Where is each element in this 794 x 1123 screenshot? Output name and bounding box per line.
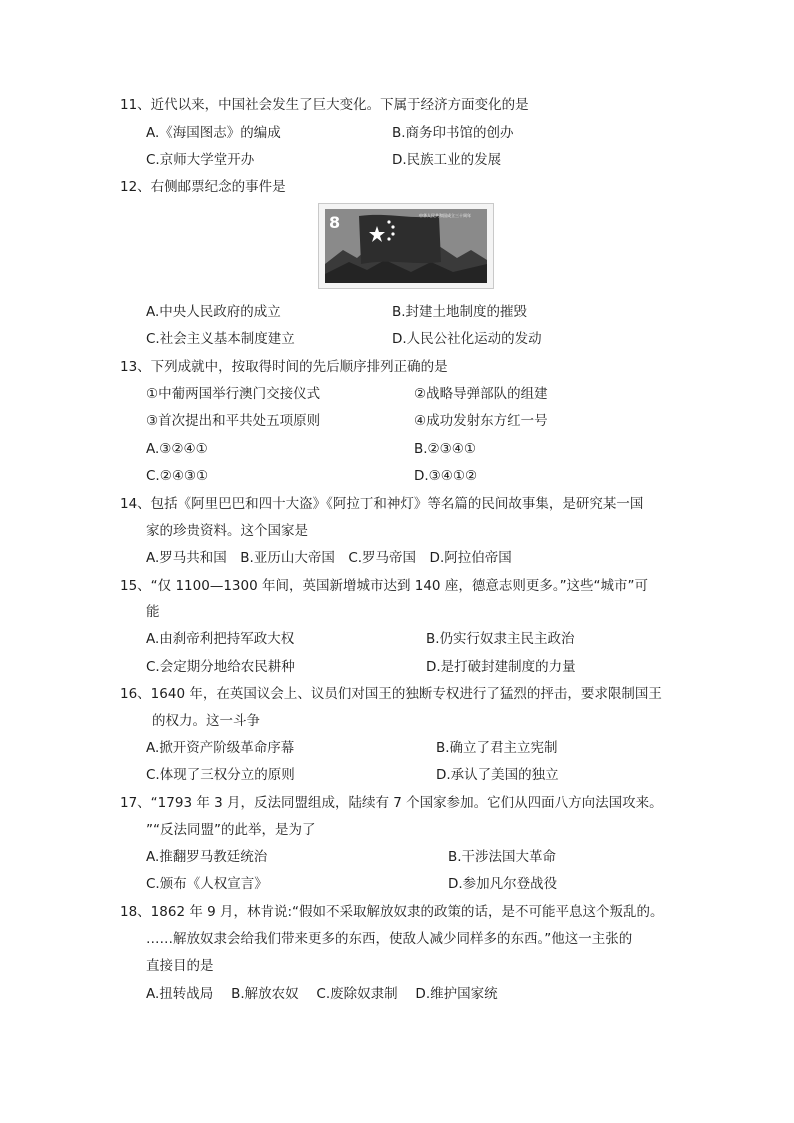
q15-option-c: C.会定期分地给农民耕种: [146, 659, 295, 675]
q16-option-b: B.确立了君主立宪制: [436, 740, 558, 756]
q18-stem-line3: 直接目的是: [146, 958, 214, 974]
q12-stem: 12、右侧邮票纪念的事件是: [120, 179, 286, 195]
q17-option-a: A.推翻罗马教廷统治: [146, 849, 268, 865]
stamp-image: [318, 203, 494, 289]
q15-stem-line1: 15、“仅 1100—1300 年间，英国新增城市达到 140 座，德意志则更多。”这些“城市”可: [120, 578, 649, 594]
q18-stem-line1: 18、1862 年 9 月，林肯说:“假如不采取解放奴隶的政策的话，是不可能平息这个叛乱的。: [120, 904, 664, 920]
q13-option-a: A.③②④①: [146, 441, 208, 457]
q11-option-b: B.商务印书馆的创办: [392, 125, 514, 141]
q13-item-3: ③首次提出和平共处五项原则: [146, 413, 321, 429]
q15-option-b: B.仍实行奴隶主民主政治: [426, 631, 575, 647]
q11-option-c: C.京师大学堂开办: [146, 152, 255, 168]
q13-option-c: C.②④③①: [146, 468, 209, 484]
q11-option-d: D.民族工业的发展: [392, 152, 502, 168]
q15-option-a: A.由刹帝利把持军政大权: [146, 631, 295, 647]
q14-options: A.罗马共和国 B.亚历山大帝国 C.罗马帝国 D.阿拉伯帝国: [146, 550, 512, 566]
q13-item-2: ②战略导弹部队的组建: [414, 386, 548, 402]
q12-option-b: B.封建土地制度的摧毁: [392, 304, 528, 320]
q13-option-b: B.②③④①: [414, 441, 476, 457]
q11-stem: 11、近代以来，中国社会发生了巨大变化。下属于经济方面变化的是: [120, 97, 529, 113]
q16-option-a: A.掀开资产阶级革命序幕: [146, 740, 295, 756]
q17-stem-line1: 17、“1793 年 3 月，反法同盟组成，陆续有 7 个国家参加。它们从四面八方向法国攻来。: [120, 795, 663, 811]
q16-option-d: D.承认了美国的独立: [436, 767, 559, 783]
q17-stem-line2: ”“反法同盟”的此举，是为了: [146, 822, 316, 838]
q11-option-a: A.《海国图志》的编成: [146, 125, 281, 141]
q15-option-d: D.是打破封建制度的力量: [426, 659, 576, 675]
q17-option-d: D.参加凡尔登战役: [448, 876, 558, 892]
q16-stem-line2: 的权力。这一斗争: [152, 713, 260, 729]
q12-option-c: C.社会主义基本制度建立: [146, 331, 295, 347]
q14-stem-line2: 家的珍贵资料。这个国家是: [146, 523, 308, 539]
q18-stem-line2: ……解放奴隶会给我们带来更多的东西，使敌人减少同样多的东西。”他这一主张的: [146, 931, 633, 947]
stamp-denomination: 8: [329, 213, 341, 232]
q13-item-4: ④成功发射东方红一号: [414, 413, 548, 429]
q16-option-c: C.体现了三权分立的原则: [146, 767, 295, 783]
q15-stem-line2: 能: [146, 604, 160, 620]
q12-option-a: A.中央人民政府的成立: [146, 304, 281, 320]
q16-stem-line1: 16、1640 年，在英国议会上、议员们对国王的独断专权进行了猛烈的抨击，要求限制国王: [120, 686, 662, 702]
q13-item-1: ①中葡两国举行澳门交接仪式: [146, 386, 321, 402]
stamp-caption: 中华人民共和国成立三十周年: [419, 213, 471, 218]
q17-option-b: B.干涉法国大革命: [448, 849, 557, 865]
q18-options: A.扭转战局 B.解放农奴 C.废除奴隶制 D.维护国家统: [146, 986, 498, 1002]
q17-option-c: C.颁布《人权宣言》: [146, 876, 268, 892]
q12-option-d: D.人民公社化运动的发动: [392, 331, 542, 347]
q13-stem: 13、下列成就中，按取得时间的先后顺序排列正确的是: [120, 359, 448, 375]
q14-stem-line1: 14、包括《阿里巴巴和四十大盗》《阿拉丁和神灯》等名篇的民间故事集，是研究某一国: [120, 496, 644, 512]
q13-option-d: D.③④①②: [414, 468, 478, 484]
